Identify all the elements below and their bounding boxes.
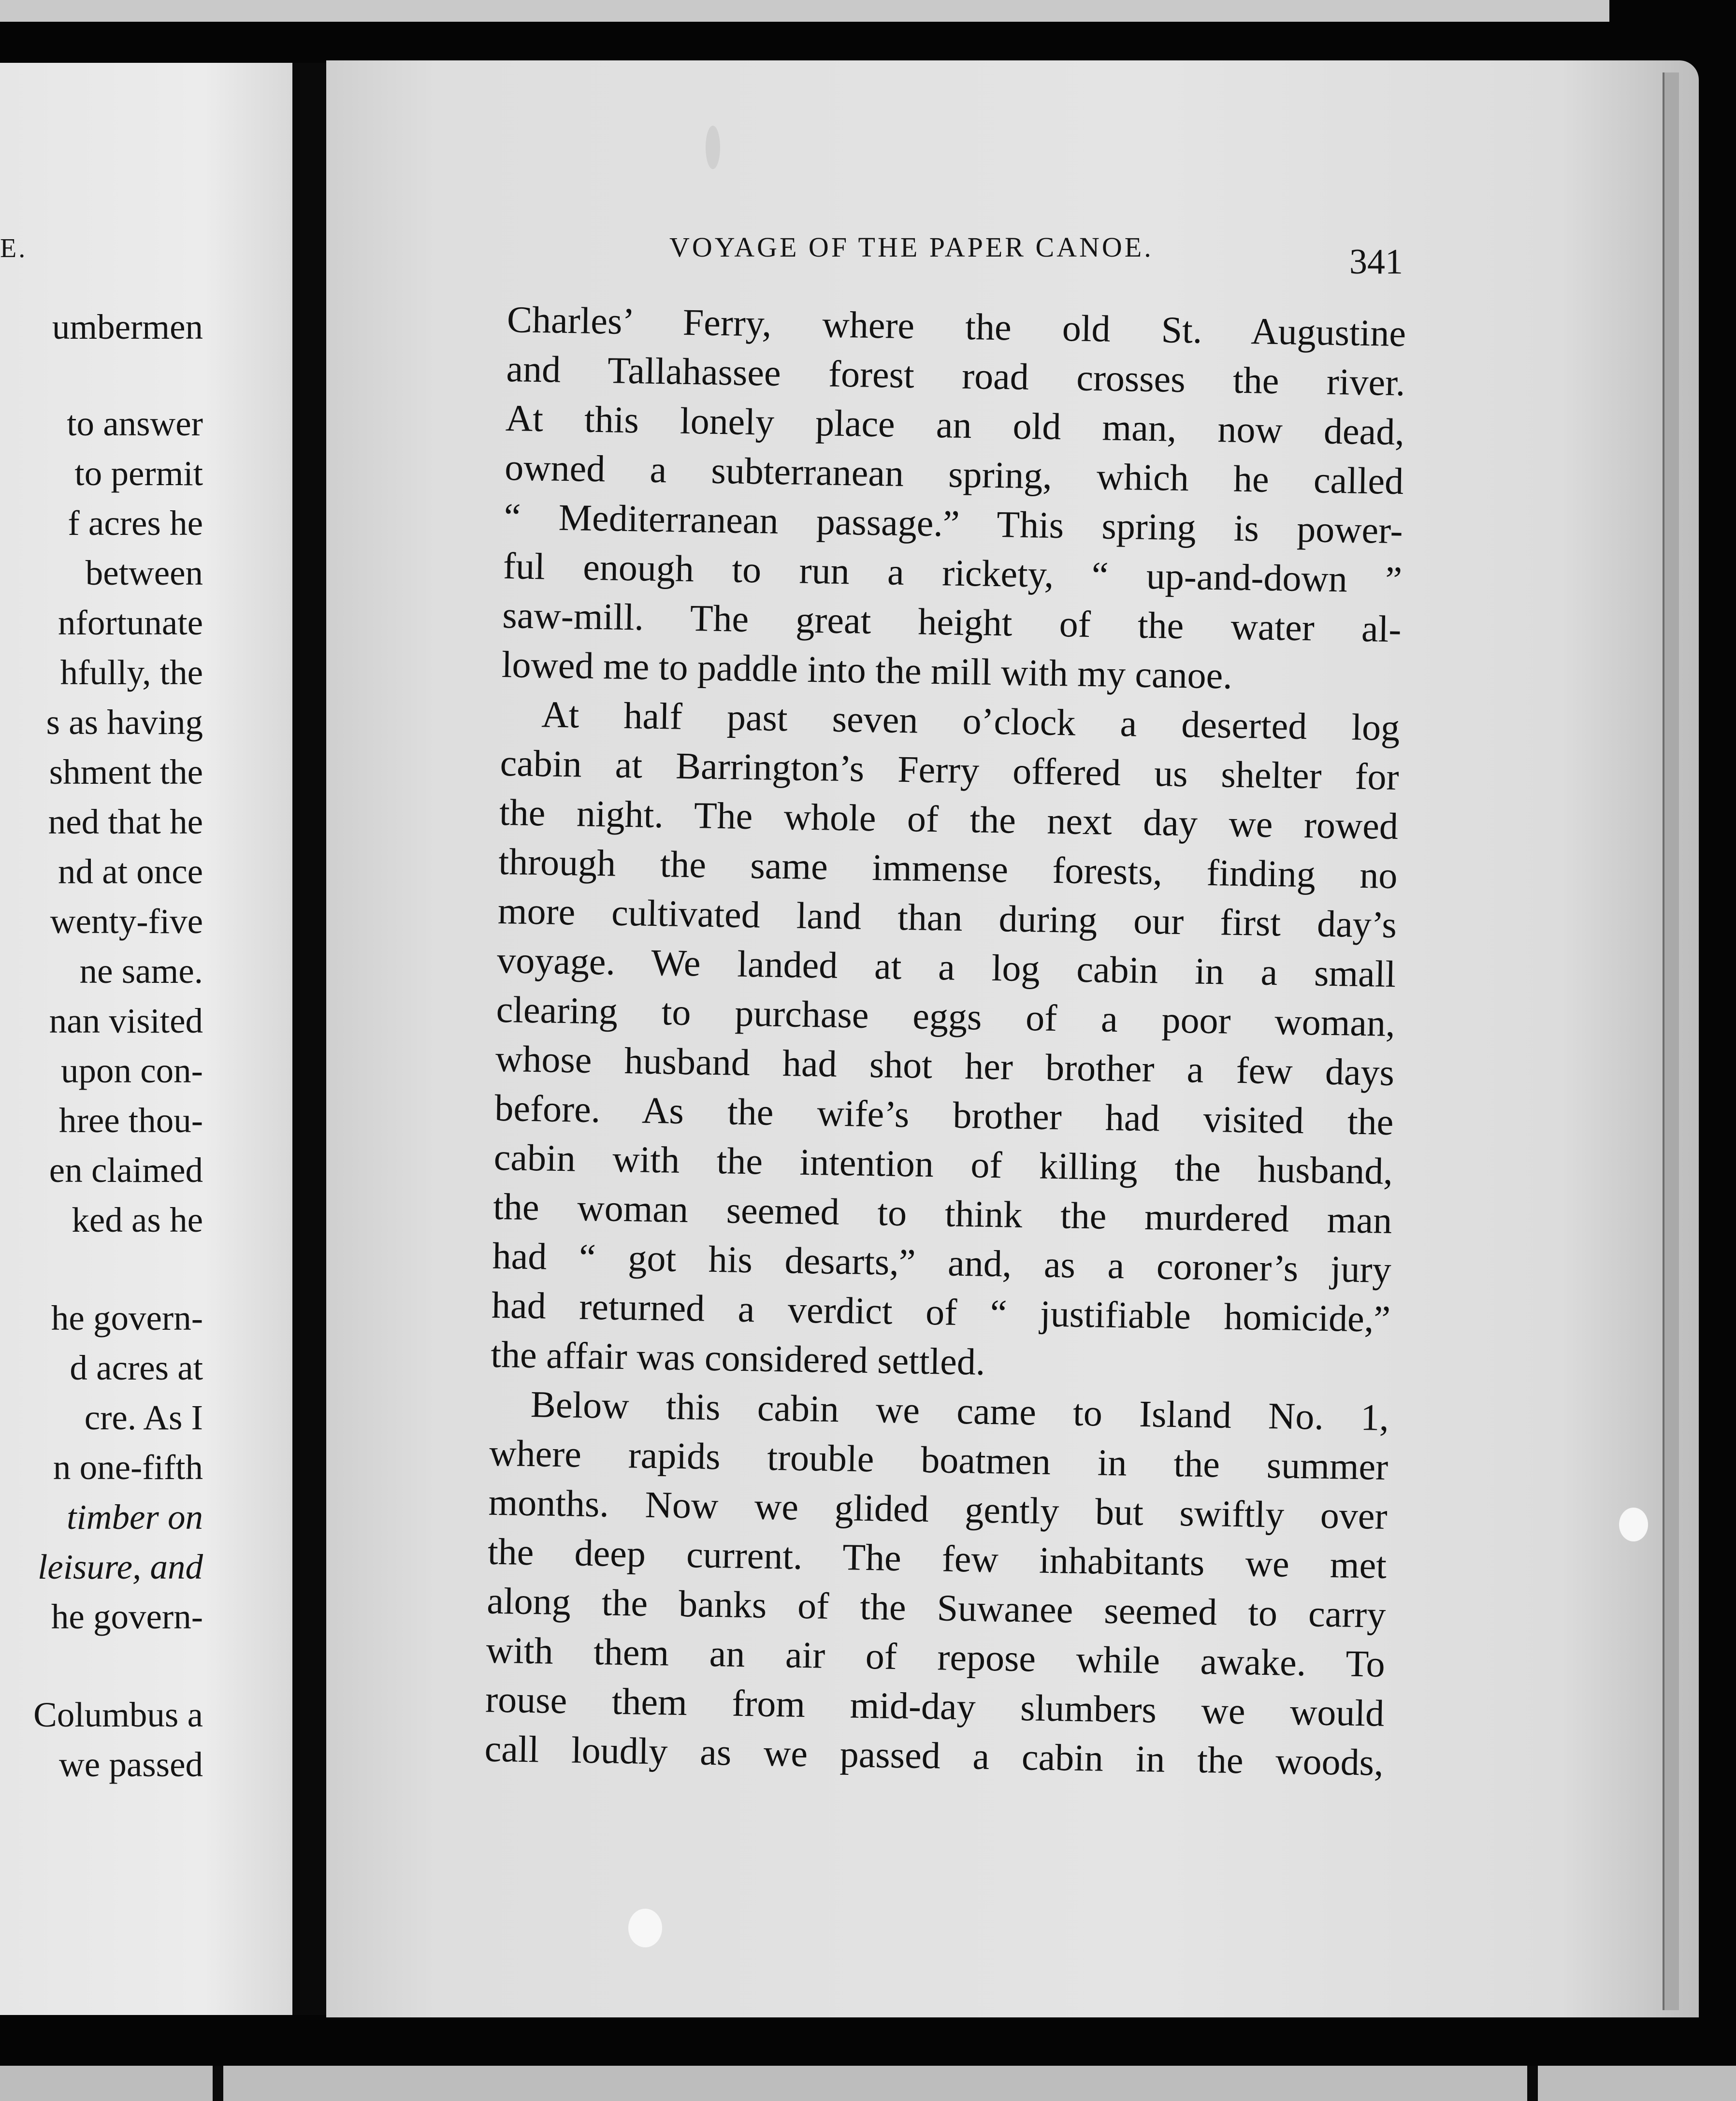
left-page-line: nfortunate <box>58 603 203 642</box>
text-line: the deep current. The few inhabitants we met <box>487 1530 1387 1586</box>
text-line: had returned a verdict of “ justifiable homicide,” <box>491 1283 1391 1340</box>
text-line: where rapids trouble boatmen in the summer <box>489 1431 1389 1488</box>
text-line: rouse them from mid-day slumbers we would <box>485 1678 1385 1734</box>
page-edge <box>1663 72 1679 2010</box>
left-page-line: to permit <box>74 454 203 493</box>
scan-speck <box>1619 1508 1648 1541</box>
text-line: At this lonely place an old man, now dead, <box>505 396 1405 453</box>
page-number: 341 <box>1349 242 1403 282</box>
text-line: At half past seven o’clock a deserted log <box>541 693 1400 749</box>
left-page-line: ned that he <box>48 802 203 841</box>
text-line: the night. The whole of the next day we rowed <box>499 791 1399 848</box>
previous-frame-strip <box>0 0 1609 22</box>
text-line: cabin with the intention of killing the husband, <box>493 1136 1393 1192</box>
left-page-line: upon con- <box>61 1051 203 1090</box>
left-page-line: hree thou- <box>59 1101 203 1140</box>
text-line: the woman seemed to think the murdered man <box>492 1185 1392 1241</box>
next-frame-strip <box>0 2066 1736 2101</box>
text-line: owned a subterranean spring, which he called <box>504 446 1404 503</box>
text-line: with them an air of repose while awake. To <box>486 1628 1386 1685</box>
left-page-line: he govern- <box>51 1298 203 1338</box>
text-line: along the banks of the Suwanee seemed to carry <box>486 1579 1387 1636</box>
left-page-line: Columbus a <box>33 1695 203 1734</box>
text-line: whose husband had shot her brother a few days <box>495 1037 1395 1094</box>
left-page-line: leisure, and <box>38 1547 203 1586</box>
left-page-line: hfully, the <box>60 653 203 692</box>
left-page-line: d acres at <box>70 1348 203 1387</box>
left-page-line: cre. As I <box>84 1398 203 1437</box>
left-page-line: f acres he <box>68 504 203 543</box>
text-line: cabin at Barrington’s Ferry offered us shelter for <box>500 741 1400 798</box>
text-line: saw-mill. The great height of the water al- <box>502 593 1402 650</box>
body-text <box>484 295 1406 1787</box>
left-page-line: shment the <box>49 752 203 791</box>
left-page-line: ked as he <box>72 1200 203 1239</box>
text-line: ful enough to run a rickety, “ up-and-down ” <box>503 544 1403 601</box>
left-page-line: wenty-five <box>50 902 203 941</box>
frame-divider <box>213 2066 223 2101</box>
left-page-line: n one-fifth <box>53 1448 203 1487</box>
scan-speck <box>706 126 720 169</box>
text-line: before. As the wife’s brother had visited the <box>494 1086 1394 1143</box>
text-line: call loudly as we passed a cabin in the woods, <box>484 1727 1384 1784</box>
left-page-line: umbermen <box>52 307 203 346</box>
text-line: and Tallahassee forest road crosses the river. <box>506 347 1406 404</box>
text-line: had “ got his desarts,” and, as a coroner’s jury <box>492 1234 1392 1291</box>
left-page-line: ne same. <box>79 951 203 991</box>
text-line: voyage. We landed at a log cabin in a small <box>496 938 1396 995</box>
text-line: lowed me to paddle into the mill with my canoe. <box>501 643 1233 697</box>
left-page-line: we passed <box>59 1745 203 1784</box>
scan-speck <box>628 1909 662 1947</box>
left-page-line: nd at once <box>58 852 203 891</box>
left-page-line: he govern- <box>51 1597 203 1636</box>
running-head: VOYAGE OF THE PAPER CANOE. <box>669 231 1154 263</box>
text-line: more cultivated land than during our first day’s <box>497 889 1397 946</box>
text-line: “ Mediterranean passage.” This spring is power- <box>504 495 1403 552</box>
left-page <box>0 63 292 2015</box>
left-running-head-fragment: E. <box>0 233 28 263</box>
left-page-line: timber on <box>67 1497 203 1537</box>
frame-divider <box>1527 2066 1538 2101</box>
text-line: through the same immense forests, finding no <box>498 840 1398 897</box>
book-gutter <box>292 63 326 2015</box>
left-page-line: to answer <box>67 404 203 443</box>
left-page-line: between <box>85 553 203 592</box>
text-line: Below this cabin we came to Island No. 1, <box>530 1383 1389 1439</box>
text-line: the affair was considered settled. <box>490 1333 986 1383</box>
text-line: months. Now we glided gently but swiftly over <box>488 1481 1388 1537</box>
left-page-line: nan visited <box>49 1001 203 1040</box>
text-line: Charles’ Ferry, where the old St. Augustine <box>506 298 1406 355</box>
left-page-line: en claimed <box>49 1151 203 1190</box>
left-page-line: s as having <box>46 703 203 742</box>
text-line: clearing to purchase eggs of a poor woman, <box>496 988 1396 1045</box>
